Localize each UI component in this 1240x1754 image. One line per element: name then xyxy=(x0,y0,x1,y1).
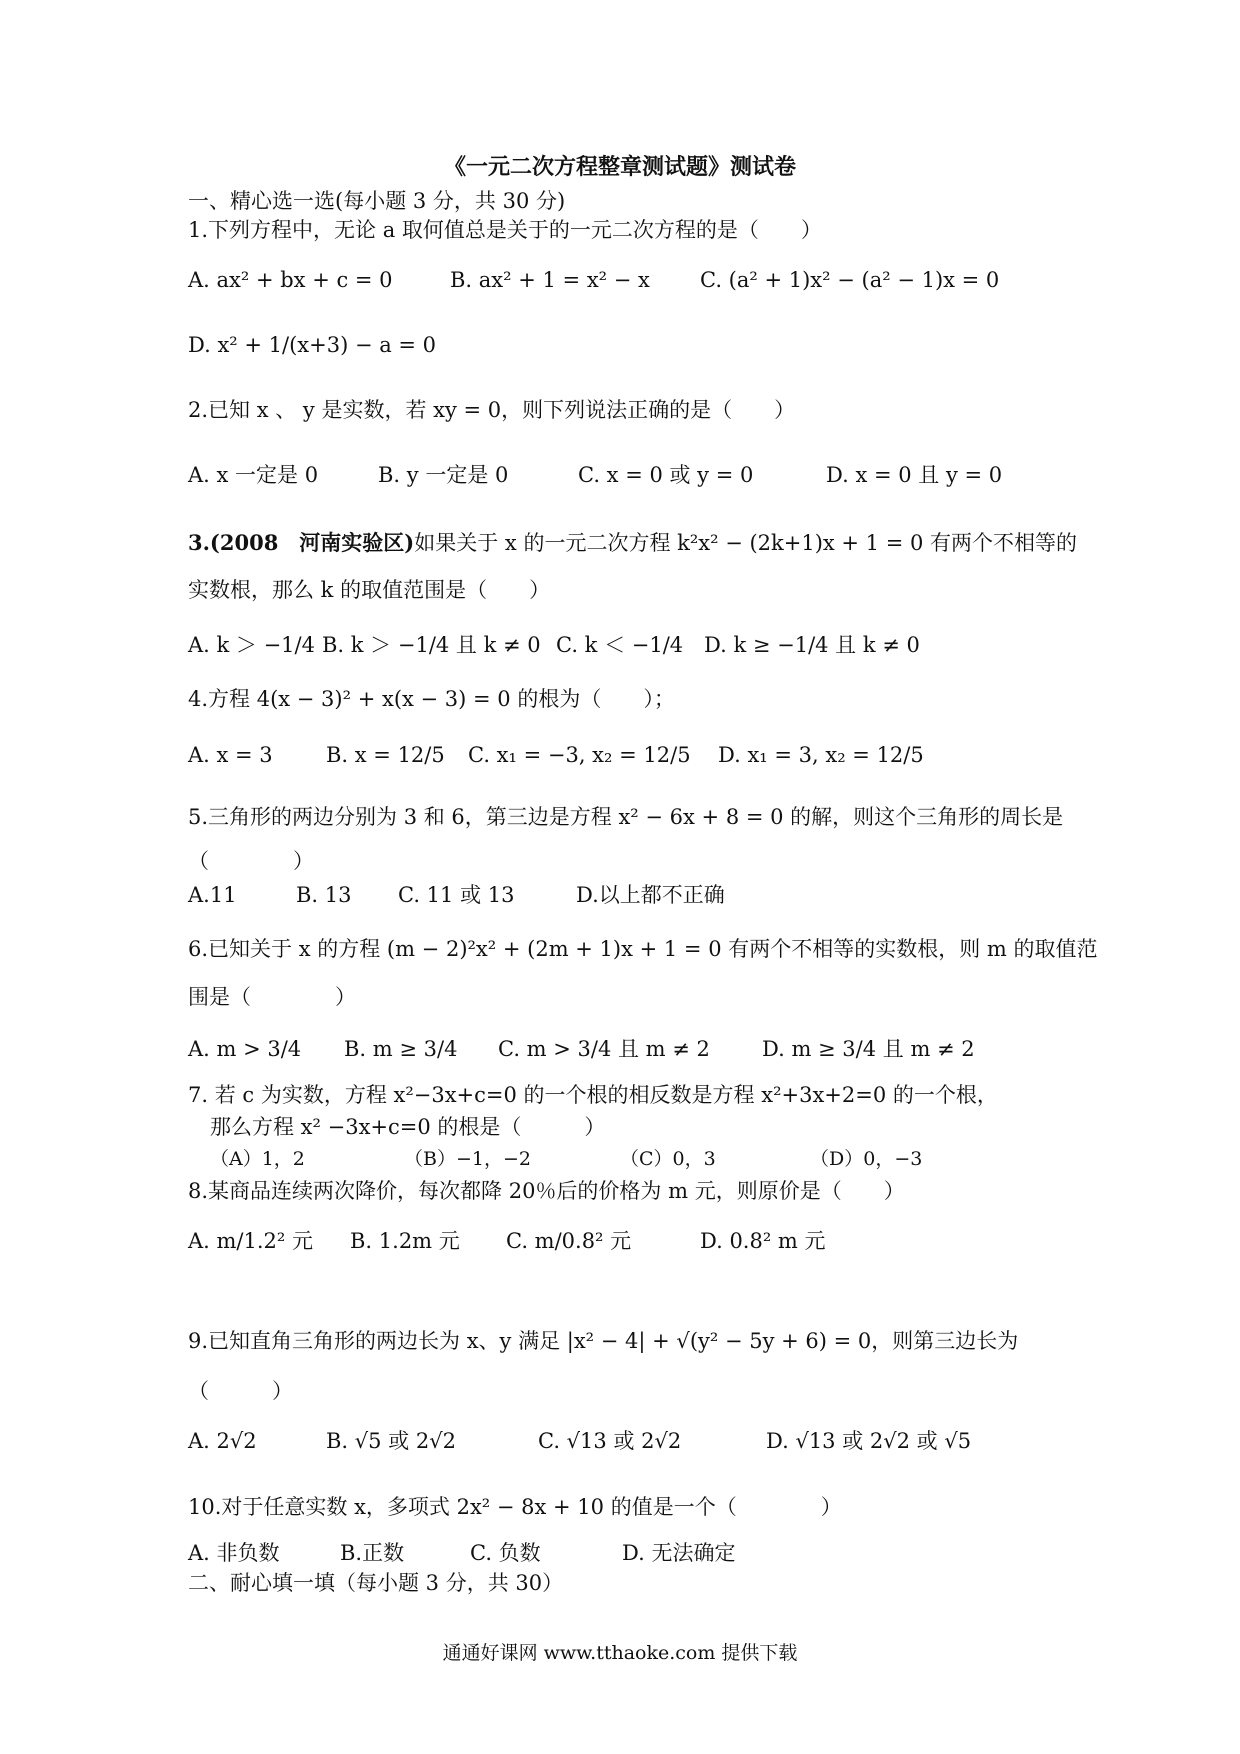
q5-option-a: A.11 xyxy=(188,883,237,907)
question-6-stem: 6.已知关于 x 的方程 (m − 2)²x² + (2m + 1)x + 1 = 0 有两个不相等的实数根，则 m 的取值范 xyxy=(188,937,1098,961)
q4-option-c: C. x₁ = −3, x₂ = 12/5 xyxy=(468,743,691,767)
q4-option-b: B. x = 12/5 xyxy=(326,743,445,767)
q6-option-d: D. m ≥ 3/4 且 m ≠ 2 xyxy=(762,1037,975,1061)
q10-option-d: D. 无法确定 xyxy=(622,1541,736,1565)
q4-option-d: D. x₁ = 3, x₂ = 12/5 xyxy=(718,743,924,767)
q3-option-b: B. k ＞ −1/4 且 k ≠ 0 xyxy=(322,633,541,657)
question-1-stem: 1.下列方程中，无论 a 取何值总是关于的一元二次方程的是（ ） xyxy=(188,218,822,242)
question-7-stem-cont: 那么方程 x² −3x+c=0 的根是（ ） xyxy=(210,1115,606,1139)
question-2-stem: 2.已知 x 、 y 是实数，若 xy = 0，则下列说法正确的是（ ） xyxy=(188,398,796,422)
q10-option-c: C. 负数 xyxy=(470,1541,541,1565)
question-10-stem: 10.对于任意实数 x，多项式 2x² − 8x + 10 的值是一个（ ） xyxy=(188,1495,842,1519)
q3-option-c: C. k ＜ −1/4 xyxy=(556,633,684,657)
section-heading-choice: 一、精心选一选(每小题 3 分，共 30 分) xyxy=(188,189,566,213)
page-title: 《一元二次方程整章测试题》测试卷 xyxy=(443,154,796,180)
q9-option-b: B. √5 或 2√2 xyxy=(326,1429,456,1453)
q9-option-d: D. √13 或 2√2 或 √5 xyxy=(766,1429,972,1453)
question-5-stem-cont: （ ） xyxy=(188,849,314,873)
question-9-stem: 9.已知直角三角形的两边长为 x、y 满足 |x² − 4| + √(y² − 5y + 6) = 0，则第三边长为 xyxy=(188,1329,1019,1353)
q9-option-c: C. √13 或 2√2 xyxy=(538,1429,682,1453)
q2-option-d: D. x = 0 且 y = 0 xyxy=(826,463,1003,487)
q3-option-a: A. k ＞ −1/4 xyxy=(188,633,315,657)
q4-option-a: A. x = 3 xyxy=(188,743,273,767)
q6-option-b: B. m ≥ 3/4 xyxy=(344,1037,458,1061)
q9-option-a: A. 2√2 xyxy=(188,1429,257,1453)
q5-option-d: D.以上都不正确 xyxy=(576,883,725,907)
q2-option-b: B. y 一定是 0 xyxy=(378,463,509,487)
q8-option-a: A. m/1.2² 元 xyxy=(188,1229,313,1253)
q1-option-a: A. ax² + bx + c = 0 xyxy=(188,268,393,292)
q7-option-d: （D）0，−3 xyxy=(810,1148,923,1170)
q3-stem-text: 如果关于 x 的一元二次方程 k²x² − (2k+1)x + 1 = 0 有两个不相等的 xyxy=(414,531,1078,555)
q5-option-c: C. 11 或 13 xyxy=(398,883,515,907)
q1-option-d: D. x² + 1/(x+3) − a = 0 xyxy=(188,333,437,357)
question-3-stem xyxy=(188,528,1077,558)
q6-option-a: A. m > 3/4 xyxy=(188,1037,302,1061)
q8-option-d: D. 0.8² m 元 xyxy=(700,1229,826,1253)
q3-option-d: D. k ≥ −1/4 且 k ≠ 0 xyxy=(704,633,920,657)
q2-option-c: C. x = 0 或 y = 0 xyxy=(578,463,754,487)
question-4-stem: 4.方程 4(x − 3)² + x(x − 3) = 0 的根为（ ）； xyxy=(188,687,675,711)
question-9-stem-cont: （ ） xyxy=(188,1379,293,1403)
question-5-stem: 5.三角形的两边分别为 3 和 6，第三边是方程 x² − 6x + 8 = 0 的解，则这个三角形的周长是 xyxy=(188,805,1064,829)
q1-option-b: B. ax² + 1 = x² − x xyxy=(450,268,650,292)
q7-option-a: （A）1，2 xyxy=(210,1148,305,1170)
q8-option-c: C. m/0.8² 元 xyxy=(506,1229,632,1253)
question-6-stem-cont: 围是（ ） xyxy=(188,985,356,1009)
question-7-stem: 7. 若 c 为实数，方程 x²−3x+c=0 的一个根的相反数是方程 x²+3x+2=0 的一个根， xyxy=(188,1083,998,1107)
q5-option-b: B. 13 xyxy=(296,883,352,907)
question-3-stem-cont: 实数根，那么 k 的取值范围是（ ） xyxy=(188,578,551,602)
q7-option-c: （C）0，3 xyxy=(620,1148,716,1170)
q1-option-c: C. (a² + 1)x² − (a² − 1)x = 0 xyxy=(700,268,1000,292)
section-heading-fill: 二、耐心填一填（每小题 3 分，共 30） xyxy=(188,1571,564,1595)
q2-option-a: A. x 一定是 0 xyxy=(188,463,319,487)
q8-option-b: B. 1.2m 元 xyxy=(350,1229,460,1253)
q10-option-b: B.正数 xyxy=(340,1541,405,1565)
q6-option-c: C. m > 3/4 且 m ≠ 2 xyxy=(498,1037,710,1061)
q10-option-a: A. 非负数 xyxy=(188,1541,280,1565)
q7-option-b: （B）−1，−2 xyxy=(404,1148,531,1170)
page-footer: 通通好课网 www.tthaoke.com 提供下载 xyxy=(442,1642,798,1664)
q3-source: 3.(2008 河南实验区) xyxy=(188,530,415,555)
question-8-stem: 8.某商品连续两次降价，每次都降 20％后的价格为 m 元，则原价是（ ） xyxy=(188,1179,905,1203)
